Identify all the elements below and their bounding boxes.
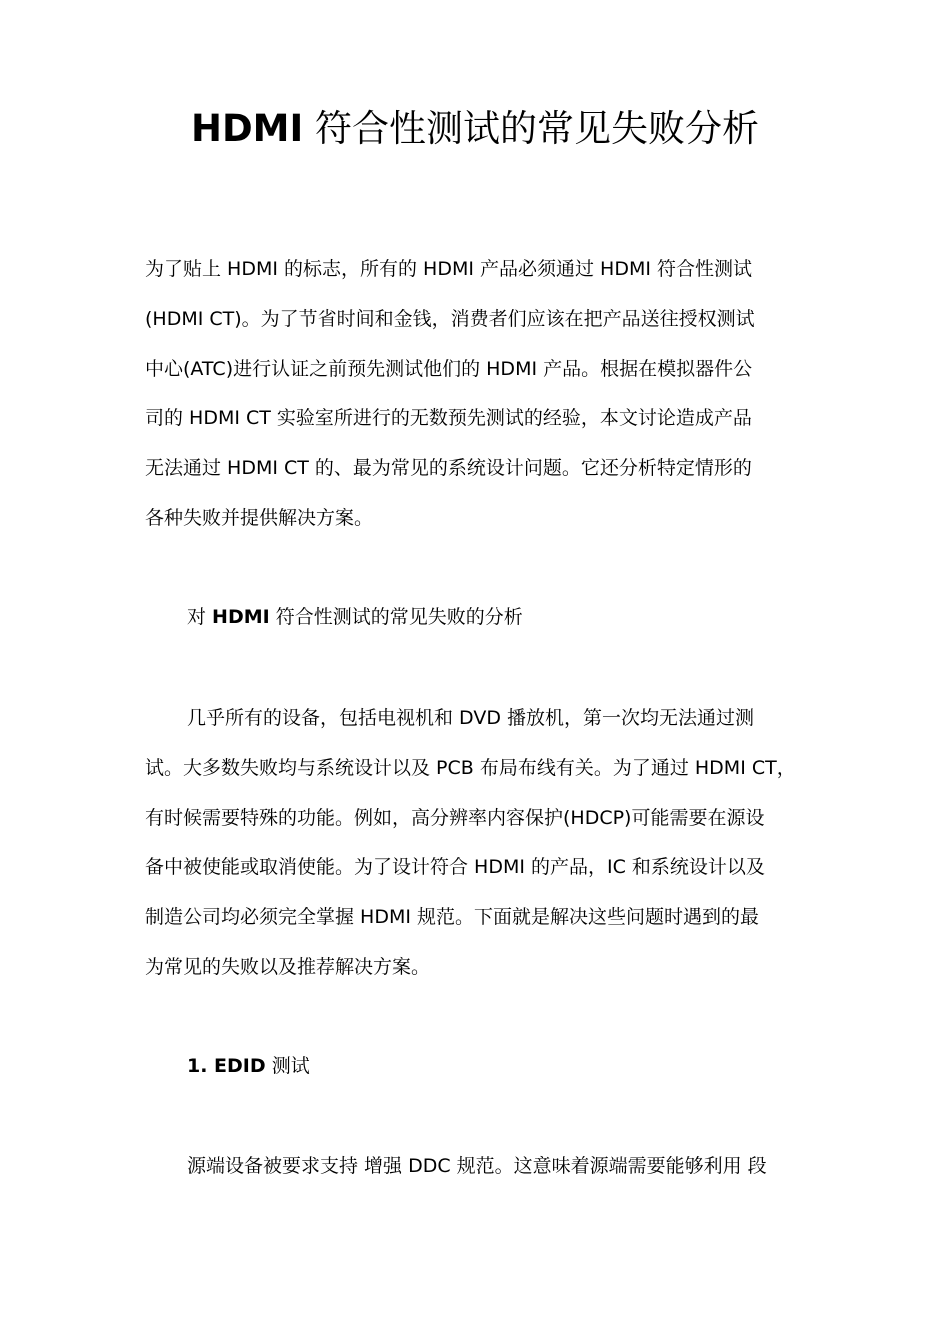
document-title-cjk: 符合性测试的常见失败分析 [315,107,760,150]
section-heading [187,593,523,643]
intro-line: (HDMI CT)。为了节省时间和金钱，消费者们应该在把产品送往授权测试 [145,307,755,330]
body-paragraph [145,694,810,993]
section-heading-bold: HDMI [212,606,270,628]
document-title-latin: HDMI [190,107,304,150]
intro-line: 为了贴上 HDMI 的标志，所有的 HDMI 产品必须通过 HDMI 符合性测试 [145,258,752,280]
edid-paragraph [145,1142,810,1192]
subsection-heading-edid [187,1042,310,1092]
body-line: 制造公司均必须完全掌握 HDMI 规范。下面就是解决这些问题时遇到的最 [145,906,759,929]
subsection-heading-bold: 1. EDID [187,1055,266,1077]
intro-paragraph [145,245,810,544]
section-heading-suffix: 符合性测试的常见失败的分析 [269,606,523,628]
subsection-heading-suffix: 测试 [265,1055,310,1077]
body-line: 备中被使能或取消使能。为了设计符合 HDMI 的产品，IC 和系统设计以及 [145,856,765,879]
body-line: 试。大多数失败均与系统设计以及 PCB 布局布线有关。为了通过 HDMI CT， [145,756,796,779]
section-heading-prefix: 对 [187,606,213,628]
intro-line: 无法通过 HDMI CT 的、最为常见的系统设计问题。它还分析特定情形的 [145,457,752,480]
document-title [0,103,950,155]
intro-line: 中心(ATC)进行认证之前预先测试他们的 HDMI 产品。根据在模拟器件公 [145,357,753,380]
body-line: 有时候需要特殊的功能。例如，高分辨率内容保护(HDCP)可能需要在源设 [145,806,765,829]
body-line: 为常见的失败以及推荐解决方案。 [145,955,431,978]
body-line: 几乎所有的设备，包括电视机和 DVD 播放机，第一次均无法通过测 [187,707,755,729]
intro-line: 司的 HDMI CT 实验室所进行的无数预先测试的经验，本文讨论造成产品 [145,407,752,430]
edid-line: 源端设备被要求支持 增强 DDC 规范。这意味着源端需要能够利用 段 [187,1155,767,1177]
intro-line: 各种失败并提供解决方案。 [145,506,374,529]
